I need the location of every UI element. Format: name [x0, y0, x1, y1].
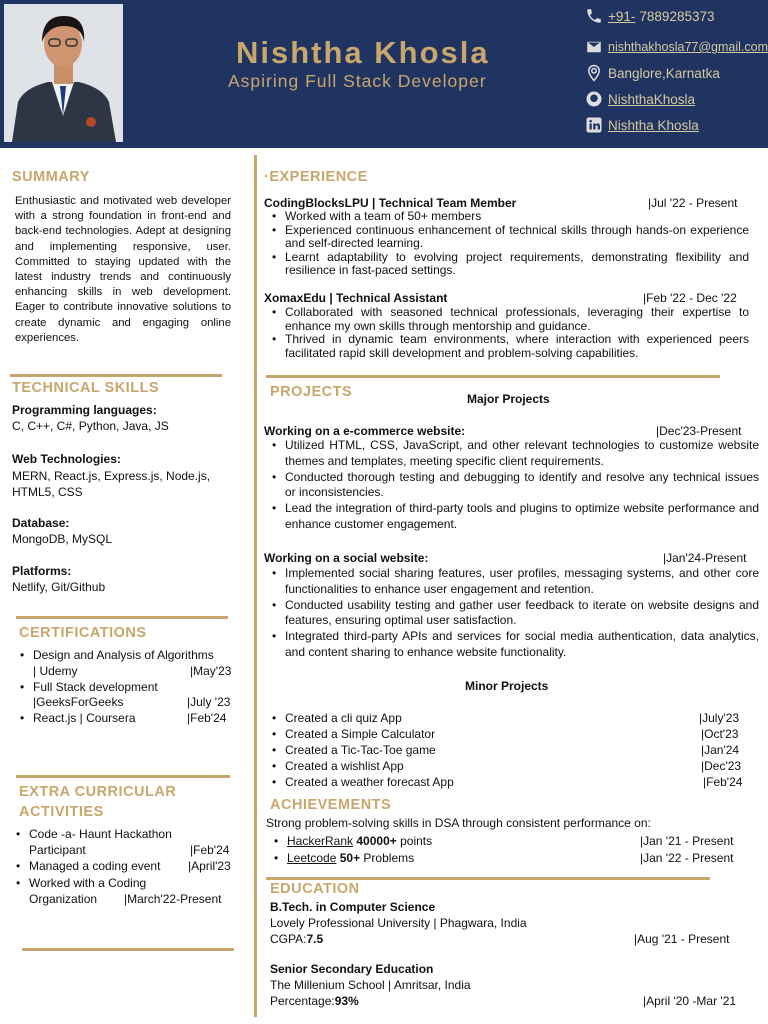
project-bullets: [264, 438, 759, 533]
job-heading: CodingBlocksLPU | Technical Team Member: [264, 196, 517, 210]
list-item: • Worked with a Coding Organization |March'22-Present: [8, 875, 248, 907]
skills-value: C, C++, C#, Python, Java, JS: [12, 419, 169, 433]
summary-rule: [10, 374, 222, 377]
project-date: |Dec'23-Present: [656, 424, 742, 438]
experience-rule: [266, 375, 720, 378]
person-icon: [4, 4, 123, 142]
github-link[interactable]: NishthaKhosla: [584, 89, 695, 109]
education-score: Percentage:93%: [270, 994, 359, 1008]
education-heading: EDUCATION: [270, 881, 360, 897]
minor-projects-heading: Minor Projects: [465, 679, 549, 693]
hackerrank-link[interactable]: HackerRank: [287, 834, 354, 848]
list-item: • Created a Simple Calculator |Oct'23: [264, 726, 754, 742]
education-degree: Senior Secondary Education: [270, 962, 434, 976]
summary-heading: SUMMARY: [12, 169, 90, 185]
achievements-list: [266, 833, 756, 866]
skills-rule: [16, 616, 228, 619]
skills-label: Web Technologies:: [12, 452, 121, 466]
project-date: |Jan'24-Present: [663, 551, 747, 565]
extra-list: [8, 826, 248, 907]
skills-label: Database:: [12, 516, 70, 530]
skills-value: Netlify, Git/Github: [12, 580, 106, 594]
list-item: • Collaborated with seasoned technical professionals, leveraging their expertise to enhance my own skills through mentorship and guidance.: [264, 306, 749, 333]
email-link[interactable]: nishthakhosla77@gmail.com: [584, 37, 768, 57]
education-school: Lovely Professional University | Phagwara, India: [270, 916, 527, 930]
candidate-name: Nishtha Khosla: [236, 35, 490, 70]
list-item: • HackerRank 40000+ points |Jan '21 - Present: [266, 833, 756, 850]
skills-value: MongoDB, MySQL: [12, 532, 113, 546]
linkedin-icon: [584, 115, 604, 135]
summary-text: Enthusiastic and motivated web developer with a strong foundation in front-end and back-end technologies. Adept at designing and implementing responsive, user. Committed to staying updated with the latest industry trends and continuously enhancing skills in web development. Eager to contribute innovative solutions to create dynamic and engaging online experiences.: [15, 195, 231, 344]
list-item: • Integrated third-party APIs and services for social media authentication, data analytics, and content sharing to enhance website functionality.: [264, 629, 759, 661]
achievements-heading: ACHIEVEMENTS: [270, 797, 392, 813]
list-item: • Created a weather forecast App |Feb'24: [264, 774, 754, 790]
list-item: • Design and Analysis of Algorithms | Udemy |May'23: [12, 648, 242, 680]
job-bullets: [264, 210, 749, 278]
certifications-rule: [16, 775, 230, 778]
list-item: • Experienced continuous enhancement of technical skills through hands-on experience and self-directed learning.: [264, 224, 749, 251]
candidate-tagline: Aspiring Full Stack Developer: [228, 71, 487, 91]
extra-rule: [22, 948, 234, 951]
job-heading: XomaxEdu | Technical Assistant: [264, 291, 448, 305]
list-item: • Leetcode 50+ Problems |Jan '22 - Present: [266, 850, 756, 867]
skills-value: MERN, React.js, Express.js, Node.js, HTML5, CSS: [12, 469, 211, 499]
column-divider: [254, 155, 257, 1017]
education-date: |Aug '21 - Present: [634, 932, 730, 946]
job-date: |Jul '22 - Present: [648, 196, 738, 210]
project-bullets: [264, 566, 759, 661]
skills-heading: TECHNICAL SKILLS: [12, 380, 160, 396]
certifications-heading: CERTIFICATIONS: [19, 625, 147, 641]
list-item: • React.js | Coursera |Feb'24: [12, 711, 242, 727]
list-item: • Conducted thorough testing and debugging to identify and resolve any technical issues or inconsistencies.: [264, 470, 759, 502]
education-score: CGPA:7.5: [270, 932, 324, 946]
phone-icon: [584, 6, 604, 26]
project-heading: Working on a e-commerce website:: [264, 424, 466, 438]
achievements-rule: [266, 877, 710, 880]
list-item: • Thrived in dynamic team environments, where interaction with experienced peers facilitated rapid skill development and problem-solving capabilities.: [264, 333, 749, 360]
skills-label: Platforms:: [12, 564, 72, 578]
major-projects-heading: Major Projects: [467, 392, 550, 406]
list-item: • Conducted usability testing and gather user feedback to iterate on website designs and features, ensuring optimal user satisfaction.: [264, 598, 759, 630]
mail-icon: [584, 37, 604, 57]
extra-heading: EXTRA CURRICULAR ACTIVITIES: [19, 784, 177, 820]
list-item: • Code -a- Haunt Hackathon Participant |Feb'24: [8, 826, 248, 858]
projects-heading: PROJECTS: [270, 384, 353, 400]
job-date: |Feb '22 - Dec '22: [643, 291, 737, 305]
experience-heading: ·EXPERIENCE: [264, 169, 368, 185]
leetcode-link[interactable]: Leetcode: [287, 850, 337, 865]
location-text: Banglore,Karnatka: [584, 63, 720, 83]
list-item: • Full Stack development |GeeksForGeeks |July '23: [12, 680, 242, 712]
education-degree: B.Tech. in Computer Science: [270, 900, 436, 914]
github-icon: [584, 89, 604, 109]
location-pin-icon: [584, 63, 604, 83]
list-item: • Worked with a team of 50+ members: [264, 210, 749, 224]
list-item: • Implemented social sharing features, user profiles, messaging systems, and other core functionalities to enhance user engagement and retention.: [264, 566, 759, 598]
linkedin-link[interactable]: Nishtha Khosla: [584, 115, 699, 135]
list-item: • Created a Tic-Tac-Toe game |Jan'24: [264, 742, 754, 758]
minor-projects-list: [264, 710, 754, 790]
phone-contact[interactable]: +91- 7889285373: [584, 6, 715, 26]
resume-header: [0, 0, 768, 148]
education-date: |April '20 -Mar '21: [643, 994, 737, 1008]
list-item: • Learnt adaptability to evolving project requirements, demonstrating flexibility and resilience in fast-paced settings.: [264, 251, 749, 278]
list-item: • Lead the integration of third-party tools and plugins to optimize website performance and enhance customer engagement.: [264, 501, 759, 533]
list-item: • Created a cli quiz App |July'23: [264, 710, 754, 726]
certifications-list: [12, 648, 242, 727]
education-school: The Millenium School | Amritsar, India: [270, 978, 471, 992]
list-item: • Created a wishlist App |Dec'23: [264, 758, 754, 774]
list-item: • Managed a coding event |April'23: [8, 858, 248, 874]
list-item: • Utilized HTML, CSS, JavaScript, and other relevant technologies to customize website themes and templates, meeting specific client requirements.: [264, 438, 759, 470]
project-heading: Working on a social website:: [264, 551, 429, 565]
skills-label: Programming languages:: [12, 403, 157, 417]
profile-photo: [4, 4, 123, 142]
achievements-intro: Strong problem-solving skills in DSA through consistent performance on:: [266, 816, 651, 830]
job-bullets: [264, 306, 749, 360]
